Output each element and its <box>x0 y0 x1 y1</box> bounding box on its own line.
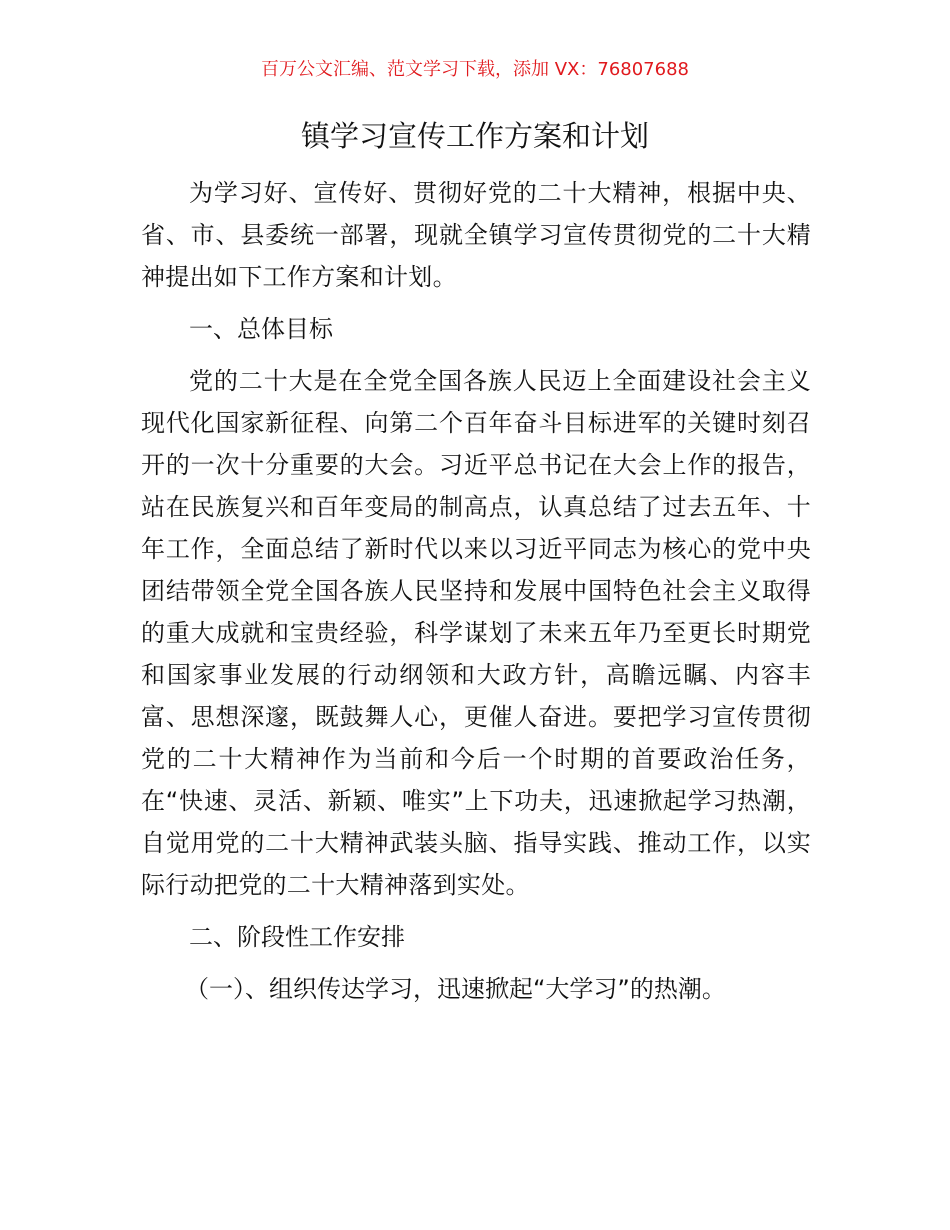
watermark-header: 百万公文汇编、范文学习下载，添加 VX：76807688 <box>261 59 689 80</box>
paragraph-gap <box>141 298 811 308</box>
document-title: 镇学习宣传工作方案和计划 <box>300 119 649 153</box>
paragraph-gap <box>141 350 811 360</box>
paragraph-gap <box>141 906 811 916</box>
section-heading-2: 二、阶段性工作安排 <box>189 923 405 951</box>
document-body <box>141 172 811 1010</box>
intro-paragraph: 为学习好、宣传好、贯彻好党的二十大精神，根据中央、省、市、县委统一部署，现就全镇学习宣传贯彻党的二十大精神提出如下工作方案和计划。 <box>141 179 811 291</box>
subsection-heading-1: （一）、组织传达学习，迅速掀起“大学习”的热潮。 <box>185 975 726 1003</box>
section-heading-1: 一、总体目标 <box>189 315 333 343</box>
section-1-paragraph: 党的二十大是在全党全国各族人民迈上全面建设社会主义现代化国家新征程、向第二个百年奋斗目标进军的关键时刻召开的一次十分重要的大会。习近平总书记在大会上作的报告，站在民族复兴和百年变局的制高点，认真总结了过去五年、十年工作，全面总结了新时代以来以习近平同志为核心的党中央团结带领全党全国各族人民坚持和发展中国特色社会主义取得的重大成就和宝贵经验，科学谋划了未来五年乃至更长时期党和国家事业发展的行动纲领和大政方针，高瞻远瞩、内容丰富、思想深邃，既鼓舞人心，更催人奋进。要把学习宣传贯彻党的二十大精神作为当前和今后一个时期的首要政治任务，在“快速、灵活、新颖、唯实”上下功夫，迅速掀起学习热潮，自觉用党的二十大精神武装头脑、指导实践、推动工作，以实际行动把党的二十大精神落到实处。 <box>141 367 811 899</box>
paragraph-gap <box>141 958 811 968</box>
